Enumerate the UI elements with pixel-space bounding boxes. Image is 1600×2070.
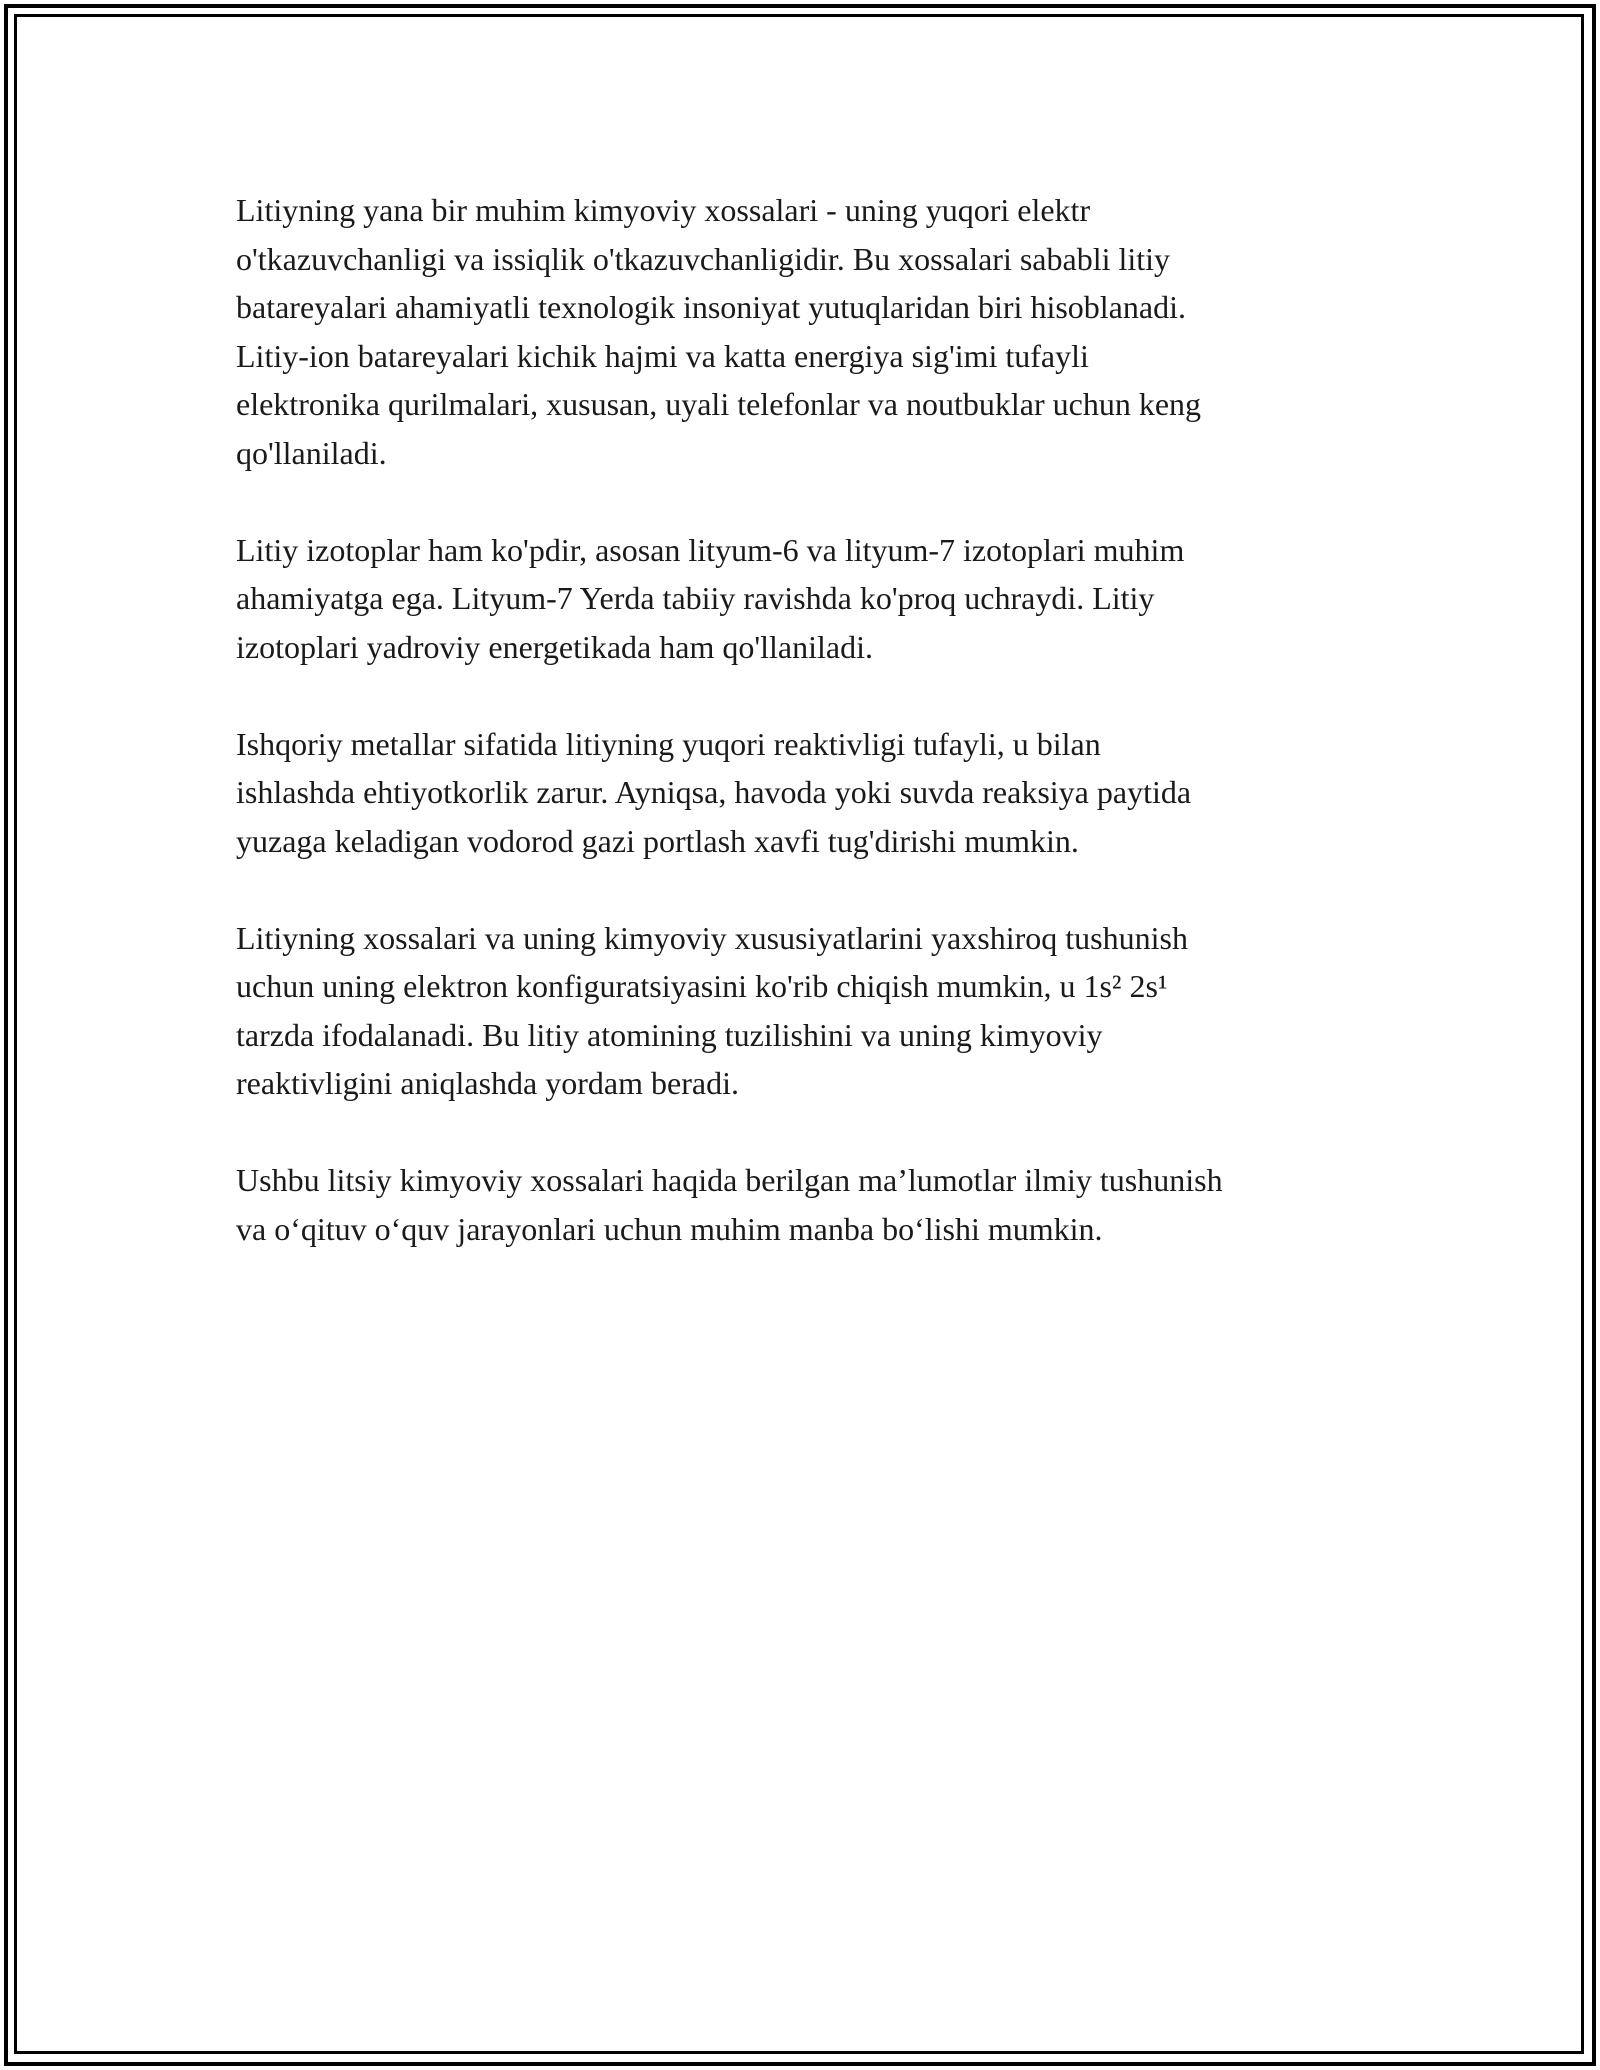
paragraph-lithium-reactivity: Ishqoriy metallar sifatida litiyning yuqori reaktivligi tufayli, u bilan ishlashda ehtiyotkorlik zarur. Ayniqsa, havoda yoki suvda reaksiya paytida yuzaga keladigan vodorod gazi portlash xavfi tug'dirishi mumkin. — [236, 725, 1192, 859]
paragraph-lithium-isotopes: Litiy izotoplar ham ko'pdir, asosan lityum-6 va lityum-7 izotoplari muhim ahamiyatga ega. Lityum-7 Yerda tabiiy ravishda ko'proq uchraydi. Litiy izotoplari yadroviy energetikada ham qo'llaniladi. — [236, 531, 1185, 665]
paragraph-lithium-conductivity: Litiyning yana bir muhim kimyoviy xossalari - uning yuqori elektr o'tkazuvchanligi va issiqlik o'tkazuvchanligidir. Bu xossalari sababli litiy batareyalari ahamiyatli texnologik insoniyat yutuqlaridan biri hisoblanadi. Litiy-ion batareyalari kichik hajmi va katta energiya sig'imi tufayli elektronika qurilmalari, xususan, uyali telefonlar va noutbuklar uchun keng qo'llaniladi. — [236, 192, 1202, 471]
paragraph-electron-configuration: Litiyning xossalari va uning kimyoviy xususiyatlarini yaxshiroq tushunish uchun uning elektron konfiguratsiyasini ko'rib chiqish mumkin, u 1s² 2s¹ tarzda ifodalanadi. Bu litiy atomining tuzilishini va uning kimyoviy reaktivligini aniqlashda yordam beradi. — [236, 919, 1188, 1101]
paragraph-conclusion: Ushbu litsiy kimyoviy xossalari haqida berilgan ma’lumotlar ilmiy tushunish va o‘qituv o‘quv jarayonlari uchun muhim manba bo‘lishi mumkin. — [236, 1162, 1223, 1247]
document-body — [236, 186, 1386, 1302]
